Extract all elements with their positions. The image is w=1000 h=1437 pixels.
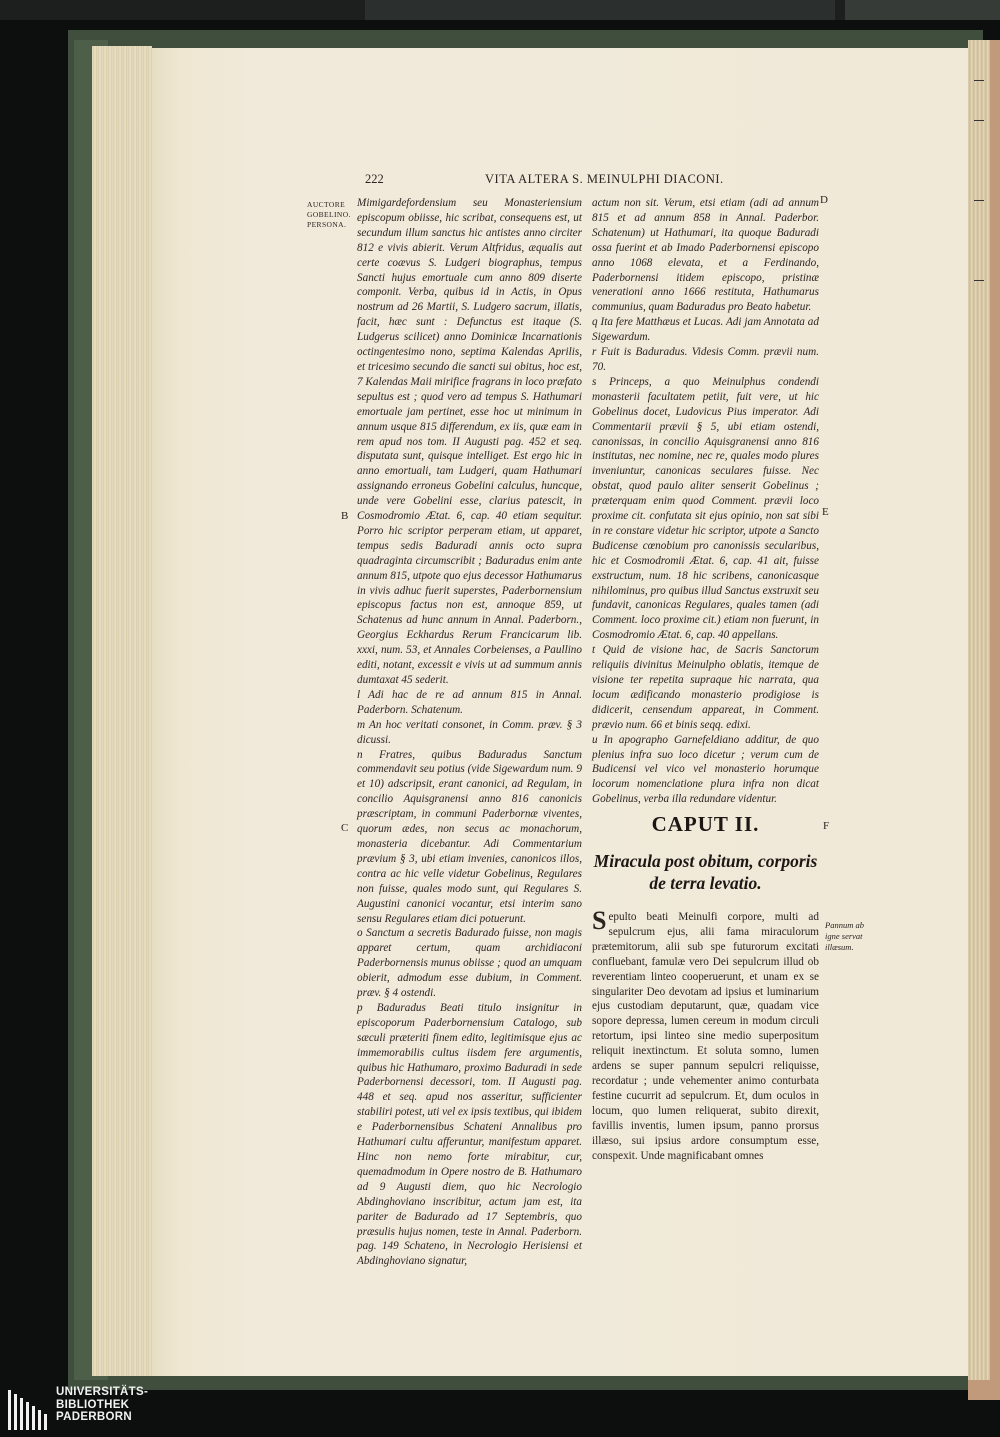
- margin-letter-d: D: [820, 194, 828, 206]
- chapter-subtitle: Miracula post obitum, corporis de terra levatio.: [593, 851, 818, 893]
- library-logo-icon: [8, 1386, 52, 1430]
- margin-letter-c: C: [341, 822, 349, 834]
- library-logo-text: UNIVERSITÄTS- BIBLIOTHEK PADERBORN: [56, 1386, 149, 1423]
- scanner-top-strip: [0, 0, 1000, 20]
- margin-letter-f: F: [823, 820, 830, 832]
- note-l: l Adi hac de re ad annum 815 in Annal. Paderborn. Schatenum.: [357, 688, 582, 716]
- note-p: p Baduradus Beati titulo insignitur in episcoporum Paderbornensium Catalogo, sub sæculi præteriti finem edito, legitimisque ejus ac immemorabilis cultus iisdem fere argumentis, quibus hic Hathumaro, proximo Baduradi in sede Paderbornensi decessori, tom. II Augusti pag. 448 et seq. apud nos asseritur, sufficienter stabiliri potest, uti vel ex ipsis textibus, qui ibidem e Paderbornensibus Schateni Annalibus pro Hathumari cultu afferuntur, manifestum apparet. Hinc non nemo forte mirabitur, cur, quemadmodum in Opere nostro de B. Hathumaro ad 9 Augusti diem, quo hic Necrologio Abdinghoviano inscribitur, actum jam est, ita pariter de Badurado ad 17 Septembris, quo præsulis hujus nomen, teste in Annal. Paderborn. pag. 149 Schateno, in Necrologio Herisiensi et Abdinghoviano signatur,: [357, 1001, 582, 1268]
- note-m: m An hoc veritati consonet, in Comm. præv. § 3 dicussi.: [357, 718, 582, 746]
- drop-cap: S: [592, 906, 607, 935]
- note-t: t Quid de visione hac, de Sacris Sanctorum reliquiis divinitus Meinulpho oblatis, itemque de visione ter repetita supraque hic narrata, qua locum ædificando monasterio prodigiose is didicerit, censendum appareat, in Comment. prævio num. 66 et binis seqq. edixi.: [592, 644, 819, 731]
- note-o: o Sanctum a secretis Badurado fuisse, non magis apparet certum, quam archidiaconi Paderbornensis munus obiisse ; quod an umquam obierit, admodum esse dubium, in Comment. præv. § 4 ostendi.: [357, 927, 582, 1000]
- note-u: u In apographo Garnefeldiano additur, de quo plenius infra suo loco dicetur ; verum cum de Budicensi vel vico vel monasterio horumque locorum nomenclatione plura infra non dicat Gobelinus, verba illa redundare videntur.: [592, 733, 819, 806]
- margin-letter-e: E: [822, 506, 829, 518]
- chapter-title: CAPUT II.: [651, 812, 760, 836]
- chapter-body-text: epulto beati Meinulfi corpore, multi ad sepulcrum ejus, alii fama miraculorum prætemitorum, alii sub spe futurorum excitati confluebant, famulæ vero Dei sepulcrum illud ob reverentiam linteo cooperuerunt, et unam ex se singulariter Deo devotam ad ipsius et luminarium ejus custodiam deputarunt, quæ, quadam vice sopore depressa, lumen cereum in modum circuli retortum, ipsi linteo sine medio superpositum reliquit inextinctum. Et soluta somno, lumen ardens se super pannum sepulcri reliquisse, recordatur ; unde vehementer animo conturbata festine cucurrit ad sepulcrum. Et, dum oculos in locum, quo lumen reliquerat, subito direxit, favillis inventis, lumen ipsum, panno prorsus illæso, sui ipsius ardore consumptum esse, conspexit. Unde magnificabant omnes: [592, 911, 819, 1162]
- page-number: 222: [365, 172, 384, 186]
- note-q: q Ita fere Matthæus et Lucas. Adi jam Annotata ad Sigewardum.: [592, 316, 819, 344]
- note-s: s Princeps, a quo Meinulphus condendi monasterii facultatem petiit, fuit vere, ut hic Gobelinus docet, Ludovicus Pius imperator. Adi Commentarii prævii § 5, ubi etiam ostendi, canonissas, in concilio Aquisgranensi anno 816 institutas, nec nomine, nec re, quales modo plures inveniuntur, canonicas seculares fuisse. Nec obstat, quod paulo aliter senserit Gobelinus ; præterquam enim quod Comment. prævii loco proxime cit. confutata sit ejus opinio, non sat sibi in re constare videtur hic scriptor, utpote a Sancto Budicense cœnobium pro canonissis secularibus, hic et Cosmodromii Ætat. 6, cap. 41 ait, fuisse exstructum, num. 18 hic scribens, canonicasque nihilominus, pro quibus illud Sanctus exstruxit seu fundavit, canonicas Regulares, quales tamen (adi Comment. loco proxime cit.) etiam non fuerunt, in Cosmodromio Ætat. 6, cap. 40 appellans.: [592, 375, 819, 642]
- margin-letter-b: B: [341, 510, 349, 522]
- margin-note: Pannum ab igne servat illæsum.: [825, 920, 864, 952]
- note-n: n Fratres, quibus Baduradus Sanctum commendavit seu potius (vide Sigewardum num. 9 et 10) adscripsit, erant canonici, ad Regulam, in concilio Aquisgranensi anno 816 canonicis præscriptam, in communi Paderbornæ viventes, quorum ædes, non secus ac monachorum, monasteria dicebantur. Adi Commentarium prævium § 3, ubi etiam invenies, canonicos illos, contra ac hic velle videtur Gobelinus, Regulares non fuisse, quales modo sunt, qui Regulares S. Augustini canonici vocantur, etsi interim sano sensu Regulares etiam dici potuerunt.: [357, 748, 582, 925]
- right-page-edge: [968, 40, 990, 1380]
- running-head: VITA ALTERA S. MEINULPHI DIACONI.: [485, 172, 724, 186]
- chapter-body: [592, 906, 819, 1163]
- left-column: [357, 196, 582, 1269]
- note-continuation: actum non sit. Verum, etsi etiam (adi ad annum 815 et ad annum 858 in Annal. Paderbor. Schatenum) ut Hathumari, ita quoque Baduradi ossa fuerint et ab Imado Paderbornensi episcopo anno 1068 elevata, et a Ferdinando, Paderbornensi itidem episcopo, pristinæ venerationi anno 1666 restituta, Hathumarus communius, quam Baduradus pro Beato habetur.: [592, 197, 819, 314]
- note-paragraph: Mimigardefordensium seu Monasteriensium episcopum obiisse, hic scribat, consequens est, ut secundum illum sanctus hic antistes anno circiter 812 e vivis abierit. Verum Altfridus, æqualis aut certe coævus S. Ludgeri biographus, tempus Sancti hujus emortuale cum anno 809 diserte componit. Verba, quibus id in Actis, in Opus nostrum ad 26 Martii, S. Ludgero sacrum, illatis, facit, hæc sunt : Defunctus est itaque (S. Ludgerus scilicet) anno Dominicæ Incarnationis octingentesimo nono, septima Kalendas Aprilis, et tricesimo secundo die sancti sui obitus, hoc est, 7 Kalendas Maii mirifice fragrans in loco præfato sepultus est ; quod vero ad tempus S. Hathumari emortuale jam pertinet, esse hoc ut minimum in annum usque 815 differendum, ex iis, quæ eam in rem apud nos tom. II Augusti pag. 452 et seq. disputata sunt, quisque intelliget. Est ergo hic in anno emortuali, tam Ludgeri, quam Hathumari assignando erroneus Gobelini calculus, huncque, unde vere Gobelini esse, clarius patescit, in Cosmodromio Ætat. 6, cap. 40 etiam sequitur. Porro hic scriptor perperam etiam, ut apparet, tempus sedis Baduradi annis octo supra quadraginta circumscribit ; Baduradus enim ante annum 815, utpote quo ejus decessor Hathumarus in vivis adhuc fuerit superstes, Paderbornensium episcopus factus non est, annoque 859, ut Schatenus ad hunc annum in Annal. Paderborn., Georgius Eckhardus Rerum Francicarum lib. xxxi, num. 53, et Annales Corbeienses, a Paullino editi, notant, excessit e vivis ut ad summum annis dumtaxat 45 sederit.: [357, 197, 582, 686]
- note-r: r Fuit is Baduradus. Videsis Comm. prævii num. 70.: [592, 346, 819, 373]
- right-column: [592, 196, 819, 807]
- page-edges: [92, 46, 152, 1376]
- author-sidenote: AUCTORE GOBELINO. PERSONA.: [307, 200, 351, 229]
